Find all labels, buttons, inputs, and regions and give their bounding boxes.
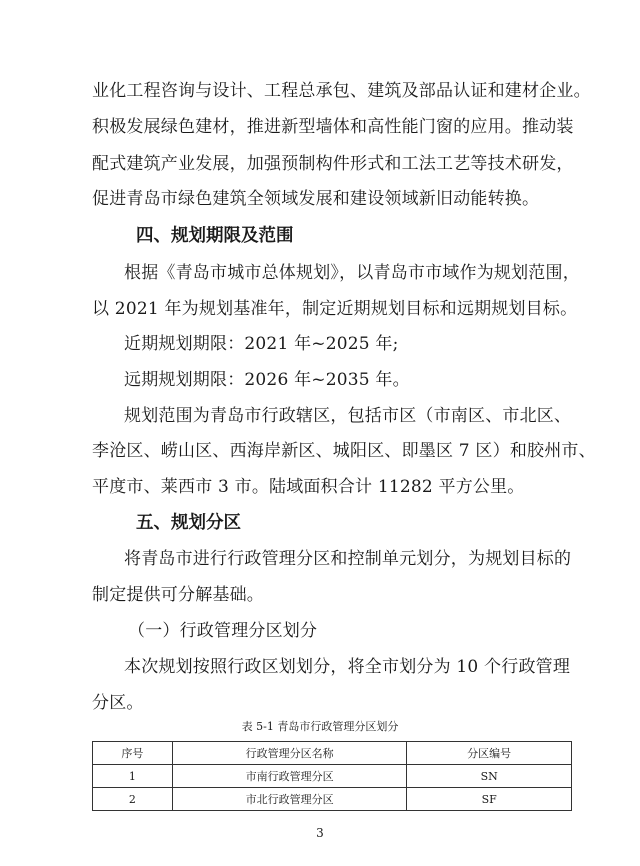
section-heading: 五、规划分区 <box>136 513 241 533</box>
paragraph-line: 将青岛市进行行政管理分区和控制单元划分，为规划目标的 <box>124 549 572 569</box>
paragraph-line: 分区。 <box>92 693 144 713</box>
long-term-period: 远期规划期限：2026 年~2035 年。 <box>124 370 410 390</box>
section-heading: 四、规划期限及范围 <box>136 226 294 246</box>
table-cell: 1 <box>93 765 173 788</box>
table-header-row <box>93 742 572 765</box>
table-cell: SN <box>407 765 572 788</box>
paragraph-line: 制定提供可分解基础。 <box>92 585 264 605</box>
table-caption: 表 5-1 青岛市行政管理分区划分 <box>241 720 399 733</box>
paragraph-line: 配式建筑产业发展，加强预制构件形式和工法工艺等技术研发， <box>92 154 574 174</box>
table-row <box>93 765 572 788</box>
table-cell: SF <box>407 788 572 811</box>
paragraph-line: 李沧区、崂山区、西海岸新区、城阳区、即墨区 7 区）和胶州市、 <box>92 441 596 461</box>
table-cell: 2 <box>93 788 173 811</box>
paragraph-line: 促进青岛市绿色建筑全领域发展和建设领域新旧动能转换。 <box>92 189 540 209</box>
paragraph-line: 以 2021 年为规划基准年，制定近期规划目标和远期规划目标。 <box>92 299 578 319</box>
paragraph-line: 本次规划按照行政区划划分，将全市划分为 10 个行政管理 <box>124 657 571 677</box>
paragraph-line: 根据《青岛市城市总体规划》，以青岛市市域作为规划范围， <box>124 263 580 283</box>
page-number: 3 <box>316 826 324 840</box>
paragraph-line: 平度市、莱西市 3 市。陆域面积合计 11282 平方公里。 <box>92 477 525 497</box>
table-row <box>93 788 572 811</box>
table-cell: 市南行政管理分区 <box>172 765 406 788</box>
column-header: 分区编号 <box>407 742 572 765</box>
paragraph-line: 业化工程咨询与设计、工程总承包、建筑及部品认证和建材企业。 <box>92 81 591 101</box>
table-cell: 市北行政管理分区 <box>172 788 406 811</box>
column-header: 序号 <box>93 742 173 765</box>
paragraph-line: 规划范围为青岛市行政辖区，包括市区（市南区、市北区、 <box>124 406 572 426</box>
subsection-heading: （一）行政管理分区划分 <box>128 621 318 641</box>
column-header: 行政管理分区名称 <box>172 742 406 765</box>
district-table <box>92 741 572 811</box>
near-term-period: 近期规划期限：2021 年~2025 年; <box>124 334 399 354</box>
paragraph-line: 积极发展绿色建材，推进新型墙体和高性能门窗的应用。推动装 <box>92 117 574 137</box>
